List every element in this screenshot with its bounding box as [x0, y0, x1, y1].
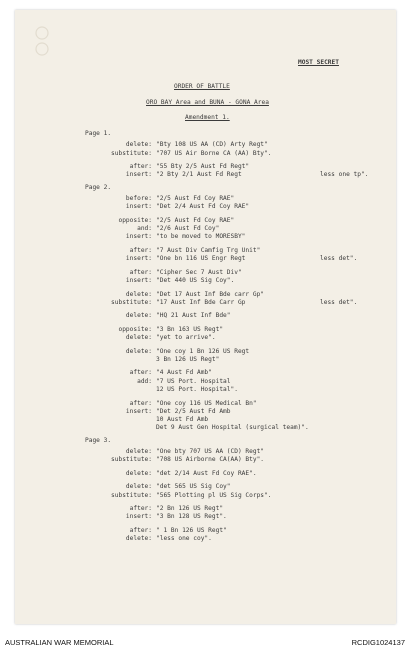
entry-text: 10 Aust Fd Amb [156, 416, 209, 424]
entry-text: "55 Bty 2/5 Aust Fd Regt" [156, 163, 250, 171]
entry-action-label: after: [129, 399, 152, 407]
entry-text: "2/5 Aust Fd Coy RAE" [156, 216, 235, 224]
entry-action-label: substitute: [111, 298, 152, 306]
entry-text: "17 Aust Inf Bde Carr Gp [156, 298, 246, 306]
entry-text: "708 US Airborne CA(AA) Bty". [156, 456, 265, 464]
entry-action-label: before: [125, 195, 152, 202]
entry-action-label: delete: [125, 141, 152, 149]
document-subtitle: ORO BAY Area and BUNA - GONA Area [146, 99, 269, 106]
entry-text: Det 9 Aust Gen Hospital (surgical team)". [156, 424, 309, 432]
entry-text: "to be moved to MORESBY" [156, 233, 246, 241]
entry-action-label: after: [129, 526, 152, 534]
entry-text: "3 Bn 163 US Regt" [156, 325, 224, 333]
entry-text: "One bn 116 US Engr Regt [156, 255, 246, 263]
entry-action-label: insert: [125, 277, 152, 284]
punch-hole-mark [33, 40, 51, 58]
entry-action-label: insert: [125, 255, 152, 263]
footer-record-id: RCDIG1024137 [351, 638, 405, 647]
page-heading: Page 3. [85, 436, 112, 444]
entry-text: "Cipher Sec 7 Aust Div" [156, 268, 242, 276]
entry-qualifier: less det". [320, 298, 358, 306]
entry-text: "2/5 Aust Fd Coy RAE" [156, 195, 235, 202]
entry-text: "Det 2/4 Aust Fd Coy RAE" [156, 203, 250, 211]
footer-source: AUSTRALIAN WAR MEMORIAL [5, 638, 114, 647]
entry-action-label: substitute: [111, 456, 152, 464]
document-title: ORDER OF BATTLE [174, 83, 230, 90]
document-page [15, 10, 396, 624]
entry-text: 12 US Port. Hospital". [156, 386, 238, 393]
entry-text: "565 Plotting pl US Sig Corps". [156, 491, 272, 499]
entry-text: " 1 Bn 126 US Regt" [156, 526, 227, 534]
entry-text: "4 Aust Fd Amb" [156, 369, 212, 377]
entry-action-label: delete: [125, 483, 152, 491]
entry-action-label: add: [137, 377, 152, 385]
entry-qualifier: less det". [320, 255, 358, 263]
entry-action-label: delete: [125, 312, 152, 320]
entry-action-label: opposite: [118, 216, 152, 224]
entry-text: "One coy 1 Bn 126 US Regt [156, 347, 250, 355]
entry-action-label: after: [129, 369, 152, 377]
entry-text: "7 US Port. Hospital [156, 377, 231, 385]
entry-action-label: delete: [125, 347, 152, 355]
entry-text: "HQ 21 Aust Inf Bde" [156, 312, 231, 320]
entry-action-label: after: [129, 505, 152, 513]
entry-action-label: insert: [125, 513, 152, 521]
entry-text: 3 Bn 126 US Regt" [156, 355, 220, 363]
classification-heading: MOST SECRET [298, 59, 339, 66]
entry-text: "less one coy". [156, 535, 212, 543]
page-heading: Page 1. [85, 130, 112, 137]
entry-text: "Det 17 Aust Inf Bde carr Gp" [156, 290, 265, 298]
entry-action-label: after: [129, 163, 152, 171]
entry-text: "det 565 US Sig Coy" [156, 483, 231, 491]
entry-action-label: insert: [125, 171, 152, 179]
amendment-heading: Amendment 1. [185, 114, 230, 121]
entry-text: "7 Aust Div Camfig Trg Unit" [156, 246, 261, 254]
entry-text: "2 Bn 126 US Regt" [156, 505, 224, 513]
entry-action-label: delete: [125, 448, 152, 455]
entry-action-label: insert: [125, 233, 152, 241]
entry-action-label: opposite: [118, 325, 152, 333]
entry-action-label: delete: [125, 469, 152, 477]
entry-action-label: insert: [125, 203, 152, 211]
entry-text: "2/6 Aust Fd Coy" [156, 225, 220, 233]
page-heading: Page 2. [85, 183, 112, 191]
entry-action-label: and: [137, 225, 152, 233]
entry-text: "Det 440 US Sig Coy". [156, 277, 235, 284]
entry-action-label: delete: [125, 535, 152, 543]
entry-text: "One coy 116 US Medical Bn" [156, 399, 257, 407]
entry-qualifier: less one tp". [320, 171, 369, 179]
entry-action-label: delete: [125, 334, 152, 342]
entry-action-label: after: [129, 246, 152, 254]
entry-action-label: substitute: [111, 491, 152, 499]
entry-text: "det 2/14 Aust Fd Coy RAE". [156, 469, 257, 477]
entry-text: "Det 2/5 Aust Fd Amb [156, 407, 231, 415]
entry-text: "One bty 707 US AA (CD) Regt" [156, 448, 265, 455]
entry-text: "2 Bty 2/1 Aust Fd Regt [156, 171, 242, 179]
entry-action-label: delete: [125, 290, 152, 298]
entry-text: "Bty 108 US AA (CD) Arty Regt" [156, 141, 268, 149]
entry-action-label: substitute: [111, 149, 152, 157]
entry-action-label: insert: [125, 407, 152, 415]
entry-text: "yet to arrive". [156, 334, 216, 342]
entry-text: "707 US Air Borne CA (AA) Bty". [156, 149, 272, 157]
entry-text: "3 Bn 128 US Regt". [156, 513, 227, 521]
entry-action-label: after: [129, 268, 152, 276]
